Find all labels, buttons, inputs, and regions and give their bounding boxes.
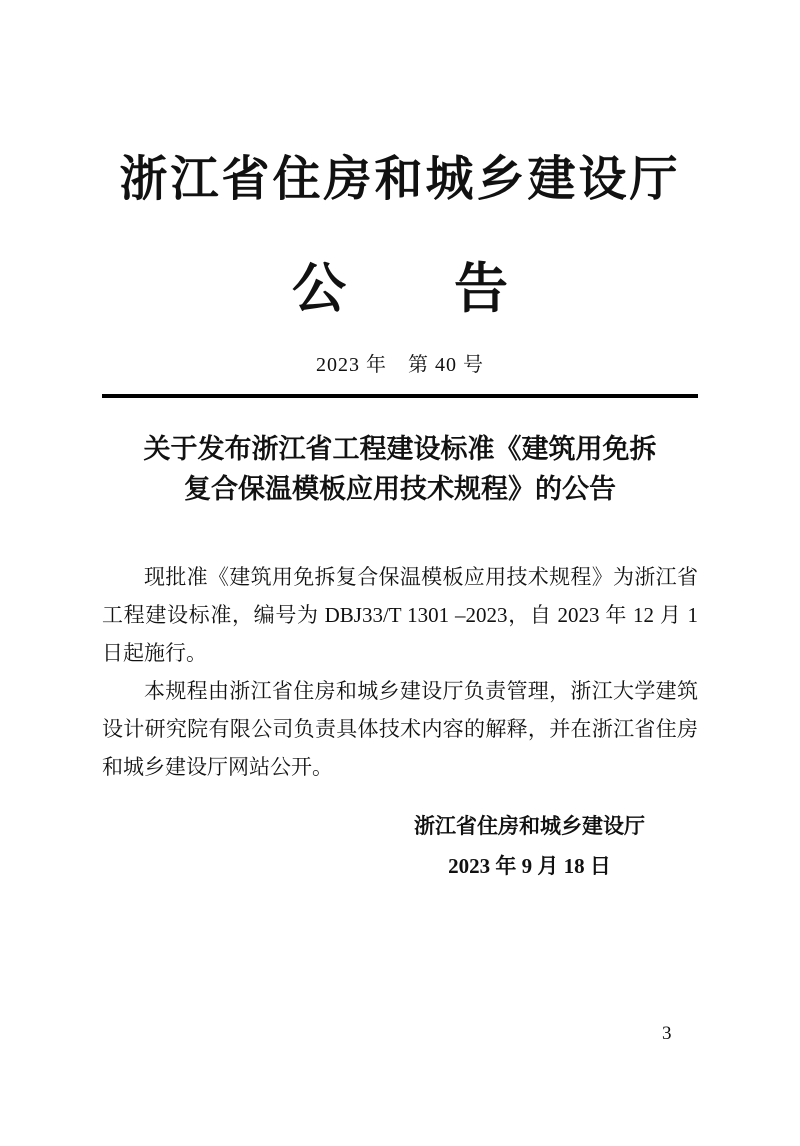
page-number: 3 <box>662 1023 672 1044</box>
notice-title-line-1: 关于发布浙江省工程建设标准《建筑用免拆 <box>143 434 657 464</box>
body-paragraph-2: 本规程由浙江省住房和城乡建设厅负责管理，浙江大学建筑设计研究院有限公司负责具体技术内容的解释，并在浙江省住房和城乡建设厅网站公开。 <box>102 679 698 779</box>
signatory-name: 浙江省住房和城乡建设厅 <box>414 814 645 838</box>
issue-number: 2023 年 第 40 号 <box>316 354 484 376</box>
body-paragraph-1: 现批准《建筑用免拆复合保温模板应用技术规程》为浙江省工程建设标准，编号为 DBJ33/T 1301 –2023，自 2023 年 12 月 1 日起施行。 <box>102 565 698 665</box>
issuing-authority-title: 浙江省住房和城乡建设厅 <box>119 153 681 206</box>
header-rule-divider <box>102 394 698 398</box>
notice-body <box>102 558 698 786</box>
notice-title <box>102 429 698 509</box>
announcement-title: 公 告 <box>292 259 508 319</box>
signature-date: 2023 年 9 月 18 日 <box>448 854 611 878</box>
notice-title-line-2: 复合保温模板应用技术规程》的公告 <box>184 474 616 504</box>
signature-block <box>414 806 645 886</box>
